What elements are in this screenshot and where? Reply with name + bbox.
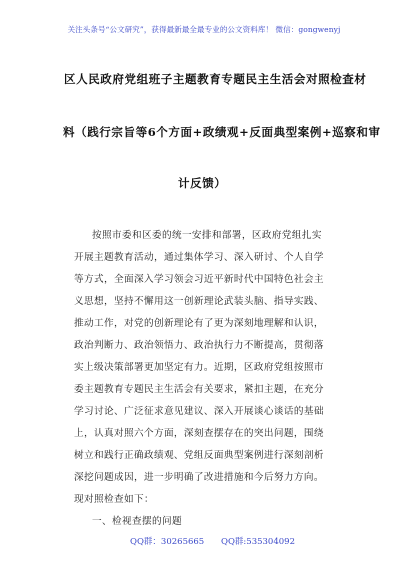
body-line: 树立和践行正确政绩观、党组反面典型案例进行深刻剖析: [74, 450, 324, 461]
body-line: 学习讨论、广泛征求意见建议、深入开展谈心谈话的基础: [74, 406, 324, 417]
body-line: 政治判断力、政治领悟力、政治执行力不断提高，贯彻落: [74, 340, 324, 351]
body-line: 深挖问题成因，进一步明确了改进措施和今后努力方向。: [74, 472, 324, 483]
body-line: 按照市委和区委的统一安排和部署，区政府党组扎实: [92, 230, 322, 241]
header-note: 关注头条号“公文研究”，获得最新最全最专业的公文资料库！ 微信：gongwenyj: [67, 25, 341, 34]
document-title-line-1: 区人民政府党组班子主题教育专题民主生活会对照检查材: [64, 72, 367, 86]
footer-qq-group-2: QQ群:535304092: [221, 537, 295, 547]
body-line: 开展主题教育活动，通过集体学习、深入研讨、个人自学: [74, 252, 324, 263]
body-line: 义思想，坚持不懈用这一创新理论武装头脑、指导实践、: [74, 296, 324, 307]
body-line: 上，认真对照六个方面，深刻查摆存在的突出问题，围绕: [74, 428, 324, 439]
body-line: 等方式，全面深入学习领会习近平新时代中国特色社会主: [74, 274, 324, 285]
body-line: 实上级决策部署更加坚定有力。近期，区政府党组按照市: [74, 362, 324, 373]
section-heading: 一、检视查摆的问题: [92, 516, 182, 527]
body-line: 委主题教育专题民主生活会有关要求，紧扣主题，在充分: [74, 384, 324, 395]
document-title-line-2: 料（践行宗旨等6个方面+政绩观+反面典型案例+巡察和审: [63, 125, 381, 139]
body-line: 推动工作，对党的创新理论有了更为深刻地理解和认识，: [74, 318, 324, 329]
document-title-line-3: 计反馈）: [178, 176, 227, 190]
body-line: 现对照检查如下：: [74, 494, 154, 505]
footer-qq-group-1: QQ群：30265665: [130, 537, 205, 547]
